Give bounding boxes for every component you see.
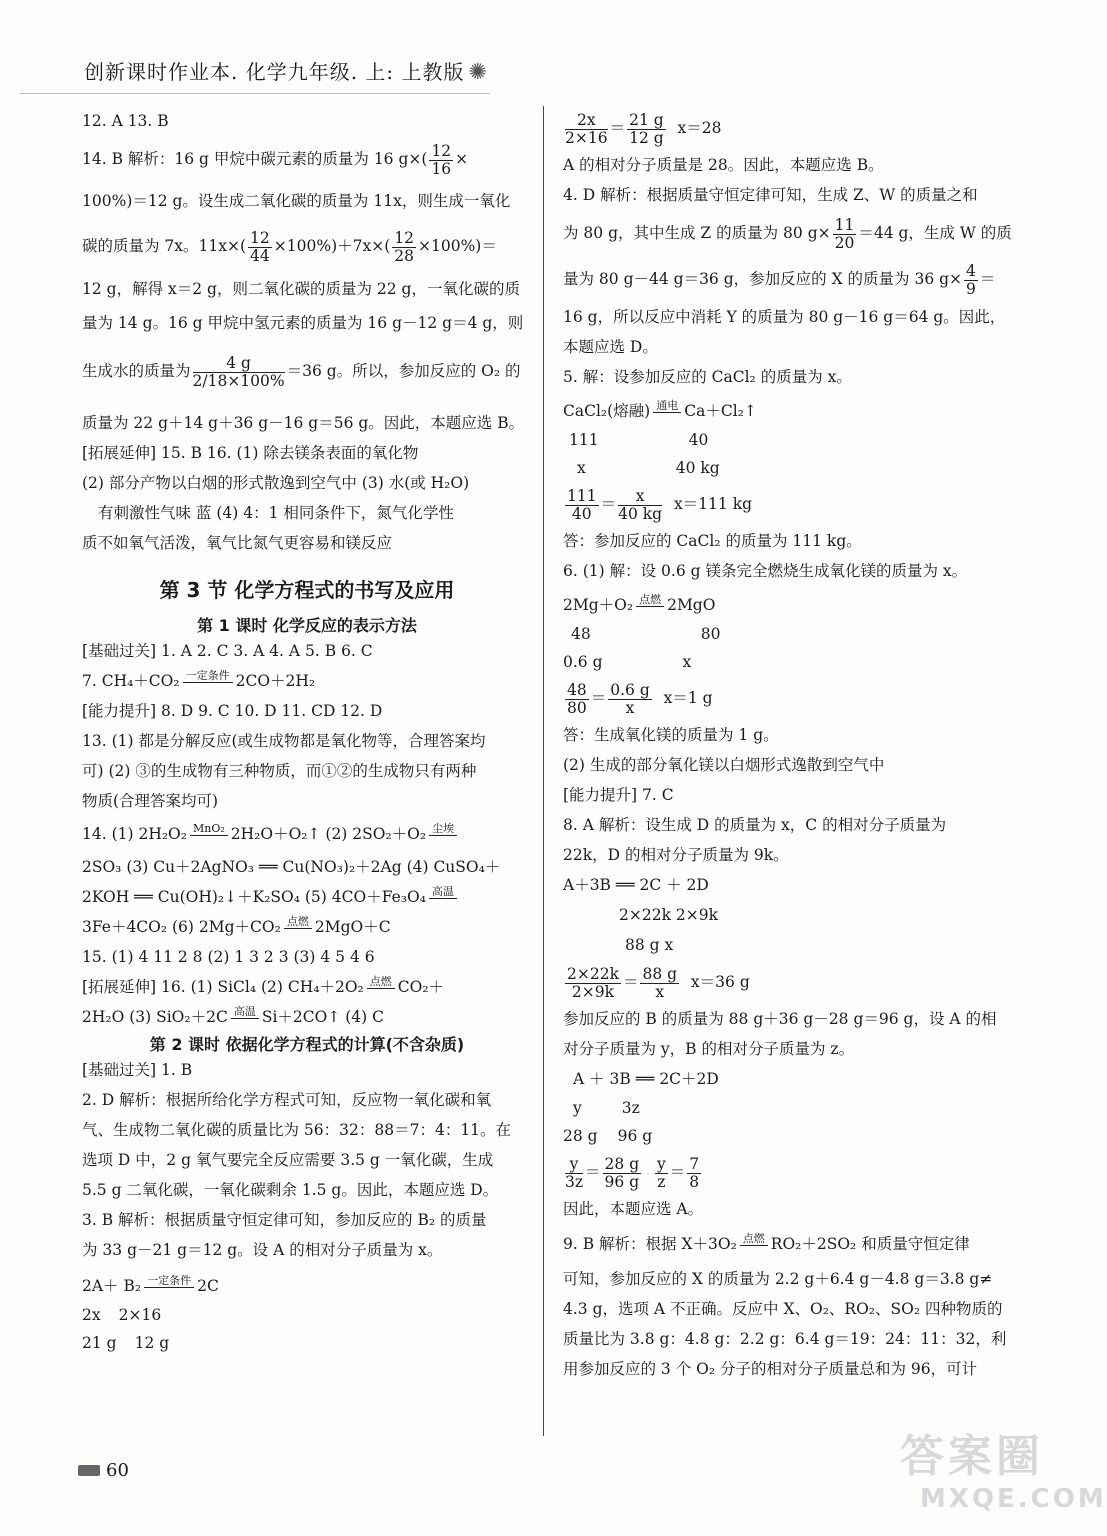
equation-line: A ＋ 3B ══ 2C＋2D — [573, 1070, 719, 1088]
answer-line: 2SO₃ (3) Cu＋2AgNO₃ ══ Cu(NO₃)₂＋2Ag (4) CuSO₄＋ — [82, 858, 501, 876]
answer-line: 对分子质量为 y，B 的相对分子质量为 z。 — [563, 1040, 855, 1058]
fraction: $\frac{12}{44}$ — [250, 228, 270, 265]
answer-line: 14. (1) 2H₂O₂ MnO₂ 2H₂O＋O₂↑ (2) 2SO₂＋O₂ 尘埃 — [82, 816, 532, 852]
answer-line: A 的相对分子质量是 28。因此，本题应选 B。 — [563, 156, 884, 174]
fraction: $\frac{4}{9}$ — [966, 261, 976, 298]
answer-line: 因此，本题应选 A。 — [563, 1200, 704, 1218]
answer-line: 可) (2) ③的生成物有三种物质，而①②的生成物只有两种 — [82, 762, 477, 780]
fraction: $\frac{0.6 g}{x}$ — [610, 680, 650, 717]
answer-line: 本题应选 D。 — [563, 338, 658, 356]
equation-row: 111 40 — [569, 431, 709, 449]
answer-line: 量为 80 g－44 g＝36 g，参加反应的 X 的质量为 36 g× $\frac{4}{9}$ ＝ — [563, 261, 996, 298]
answer-line: 100%)＝12 g。设生成二氧化碳的质量为 11x，则生成一氧化 — [82, 192, 511, 210]
answer-line: 3Fe＋4CO₂ (6) 2Mg＋CO₂ 点燃 2MgO＋C — [82, 912, 532, 942]
fraction: $\frac{48}{80}$ — [567, 680, 587, 717]
answer-line: 12 g，解得 x＝2 g，则二氧化碳的质量为 22 g，一氧化碳的质 — [82, 280, 520, 298]
flower-ornament-icon: ✺ — [468, 60, 488, 85]
page-number: 60 — [106, 1460, 129, 1481]
answer-line: 碳的质量为 7x。11x×( $\frac{12}{44}$ ×100%)＋7x×( $\frac{12}{28}$ ×100%)＝ — [82, 228, 497, 265]
equation-row: 28 g 96 g — [563, 1127, 653, 1145]
answer-line: 用参加反应的 3 个 O₂ 分子的相对分子质量总和为 96，可计 — [563, 1360, 978, 1378]
page-tab-icon — [78, 1465, 100, 1476]
answer-line: 生成水的质量为 $\frac{4 g}{2/18\times 100\%}$ ＝36 g。所以，参加反应的 O₂ 的 — [82, 353, 521, 390]
reaction-condition: 高温 — [429, 885, 457, 912]
answer-line: 为 80 g，其中生成 Z 的质量为 80 g× $\frac{11}{20}$ ＝44 g，生成 W 的质 — [563, 215, 1012, 252]
answer-line: 5. 解：设参加反应的 CaCl₂ 的质量为 x。 — [563, 368, 852, 386]
answer-line: 5.5 g 二氧化碳，一氧化碳剩余 1.5 g。因此，本题应选 D。 — [82, 1181, 499, 1199]
answer-line: 14. B 解析：16 g 甲烷中碳元素的质量为 16 g×( $\frac{12}{16}$ × — [82, 141, 469, 178]
answer-line: 4.3 g，选项 A 不正确。反应中 X、O₂、RO₂、SO₂ 四种物质的 — [563, 1300, 1003, 1318]
fraction: $\frac{28 g}{96 g}$ — [604, 1154, 640, 1191]
answer-line: 质不如氧气活泼，氧气比氮气更容易和镁反应 — [82, 534, 393, 552]
answer-line: 物质(合理答案均可) — [82, 792, 219, 810]
fraction: $\frac{7}{8}$ — [689, 1154, 700, 1191]
reaction-condition: 点燃 — [740, 1232, 768, 1259]
page-footer — [78, 1460, 129, 1481]
answer-line: 6. (1) 解：设 0.6 g 镁条完全燃烧生成氧化镁的质量为 x。 — [563, 562, 968, 580]
answer-line: [基础过关] 1. A 2. C 3. A 4. A 5. B 6. C — [82, 642, 373, 660]
page-header — [84, 56, 488, 85]
fraction: $\frac{y}{3z}$ — [565, 1154, 584, 1191]
header-rule — [20, 93, 490, 94]
reaction-condition: 尘埃 — [429, 822, 457, 849]
lesson-title: 第 2 课时 依据化学方程式的计算(不含杂质) — [149, 1035, 465, 1054]
fraction: $\frac{12}{16}$ — [431, 141, 452, 178]
equation-line: 2A＋ B₂ 一定条件 2C — [82, 1271, 532, 1301]
fraction: $\frac{12}{28}$ — [394, 228, 414, 265]
answer-line: $\frac{111}{40}$ ＝ $\frac{x}{40 kg}$ x＝111 kg — [567, 486, 753, 523]
answer-line: $\frac{2\times 22k}{2\times 9k}$ ＝ $\frac{88 g}{x}$ x＝36 g — [567, 964, 750, 1001]
answer-line: 有刺激性气味 蓝 (4) 4：1 相同条件下，氮气化学性 — [98, 504, 454, 522]
answer-line: 13. (1) 都是分解反应(或生成物都是氧化物等，合理答案均 — [82, 732, 486, 750]
section-title: 第 3 节 化学方程式的书写及应用 — [159, 578, 455, 602]
lesson-title: 第 1 课时 化学反应的表示方法 — [197, 616, 417, 635]
fraction: $\frac{11}{20}$ — [834, 215, 855, 252]
fraction: $\frac{2x}{2\times 16}$ — [565, 110, 608, 147]
answer-line: $\frac{2x}{2\times 16}$ ＝ $\frac{21 g}{12 g}$ x＝28 — [565, 110, 722, 147]
answer-line: [能力提升] 8. D 9. C 10. D 11. CD 12. D — [82, 702, 383, 720]
answer-line: [能力提升] 7. C — [563, 786, 674, 804]
answer-line: (2) 部分产物以白烟的形式散逸到空气中 (3) 水(或 H₂O) — [82, 474, 470, 492]
answer-line: 气、生成物二氧化碳的质量比为 56：32：88＝7：4：11。在 — [82, 1121, 512, 1139]
answer-line: 可知，参加反应的 X 的质量为 2.2 g＋6.4 g－4.8 g＝3.8 g≠ — [563, 1270, 993, 1288]
equation-line: 2×22k 2×9k — [619, 906, 718, 924]
answer-line: 4. D 解析：根据质量守恒定律可知，生成 Z、W 的质量之和 — [563, 186, 978, 204]
reaction-condition: 点燃 — [367, 975, 395, 1002]
equation-line: CaCl₂(熔融) 通电 Ca＋Cl₂↑ — [563, 396, 1013, 426]
answer-line: 2KOH ══ Cu(OH)₂↓＋K₂SO₄ (5) 4CO＋Fe₃O₄ 高温 — [82, 882, 532, 912]
fraction: $\frac{x}{40 kg}$ — [618, 486, 663, 523]
fraction: $\frac{21 g}{12 g}$ — [629, 110, 664, 147]
fraction: $\frac{2\times 22k}{2\times 9k}$ — [567, 964, 619, 1001]
answer-line: 2. D 解析：根据所给化学方程式可知，反应物一氧化碳和氧 — [82, 1091, 492, 1109]
answer-line: [拓展延伸] 16. (1) SiCl₄ (2) CH₄＋2O₂ 点燃 CO₂＋ — [82, 972, 532, 1002]
answer-line: $\frac{48}{80}$ ＝ $\frac{0.6 g}{x}$ x＝1 g — [567, 680, 713, 717]
fraction: $\frac{y}{z}$ — [656, 1154, 666, 1191]
answer-line: 选项 D 中，2 g 氧气要完全反应需要 3.5 g 一氧化碳，生成 — [82, 1151, 494, 1169]
answer-line: [基础过关] 1. B — [82, 1061, 193, 1079]
answer-line: 答：生成氧化镁的质量为 1 g。 — [563, 726, 779, 744]
answer-line: 答：参加反应的 CaCl₂ 的质量为 111 kg。 — [563, 532, 862, 550]
reaction-condition: 点燃 — [284, 915, 312, 942]
left-column — [82, 106, 532, 1357]
answer-line: (2) 生成的部分氧化镁以白烟形式逸散到空气中 — [563, 756, 885, 774]
answer-line: 9. B 解析：根据 X＋3O₂ 点燃 RO₂＋2SO₂ 和质量守恒定律 — [563, 1224, 1013, 1264]
answer-line: [拓展延伸] 15. B 16. (1) 除去镁条表面的氧化物 — [82, 444, 419, 462]
fraction: $\frac{4 g}{2/18\times 100\%}$ — [192, 353, 285, 390]
answer-line: 22k，D 的相对分子质量为 9k。 — [563, 846, 789, 864]
answer-line: 12. A 13. B — [82, 112, 169, 130]
answer-line: 参加反应的 B 的质量为 88 g＋36 g－28 g＝96 g，设 A 的相 — [563, 1010, 997, 1028]
equation-line: A＋3B ══ 2C ＋ 2D — [563, 876, 709, 894]
equation-line: 88 g x — [625, 936, 674, 954]
column-divider — [543, 106, 544, 1436]
reaction-condition: 点燃 — [636, 593, 664, 620]
answer-line: 15. (1) 4 11 2 8 (2) 1 3 2 3 (3) 4 5 4 6 — [82, 948, 375, 966]
reaction-condition: 通电 — [653, 399, 681, 426]
answer-line: 7. CH₄＋CO₂ 一定条件 2CO＋2H₂ — [82, 666, 532, 696]
answer-line: 质量比为 3.8 g：4.8 g：2.2 g：6.4 g＝19：24：11：32，利 — [563, 1330, 1007, 1348]
fraction: $\frac{88 g}{x}$ — [642, 964, 678, 1001]
answer-line: 质量为 22 g＋14 g＋36 g－16 g＝56 g。因此，本题应选 B。 — [82, 414, 525, 432]
equation-row: y 3z — [573, 1099, 640, 1117]
equation-row: 48 80 — [571, 625, 721, 643]
equation-line: 2Mg＋O₂ 点燃 2MgO — [563, 590, 1013, 620]
reaction-condition: 一定条件 — [144, 1274, 194, 1301]
right-column — [563, 106, 1013, 1384]
answer-line: 为 33 g－21 g＝12 g。设 A 的相对分子质量为 x。 — [82, 1241, 443, 1259]
header-title: 创新课时作业本. 化学九年级. 上: 上教版 — [84, 60, 465, 84]
fraction: $\frac{111}{40}$ — [567, 486, 597, 523]
equation-row: 21 g 12 g — [82, 1334, 170, 1352]
reaction-condition: MnO₂ — [190, 822, 228, 849]
equation-row: 2x 2×16 — [82, 1306, 162, 1324]
reaction-condition: 一定条件 — [183, 669, 233, 696]
answer-line: 16 g，所以反应中消耗 Y 的质量为 80 g－16 g＝64 g。因此， — [563, 308, 1006, 326]
reaction-condition: 高温 — [231, 1005, 259, 1032]
answer-line: 8. A 解析：设生成 D 的质量为 x，C 的相对分子质量为 — [563, 816, 947, 834]
answer-line: 2H₂O (3) SiO₂＋2C 高温 Si＋2CO↑ (4) C — [82, 1002, 532, 1032]
answer-line: 3. B 解析：根据质量守恒定律可知，参加反应的 B₂ 的质量 — [82, 1211, 487, 1229]
equation-row: 0.6 g x — [563, 653, 692, 671]
equation-row: x 40 kg — [577, 459, 720, 477]
answer-line: 量为 14 g。16 g 甲烷中氢元素的质量为 16 g－12 g＝4 g，则 — [82, 314, 524, 332]
watermark: 答案圈 MXQE.COM — [900, 1431, 1107, 1514]
answer-line: $\frac{y}{3z}$ ＝ $\frac{28 g}{96 g}$ $\frac{y}{z}$ ＝ $\frac{7}{8}$ — [565, 1154, 700, 1191]
